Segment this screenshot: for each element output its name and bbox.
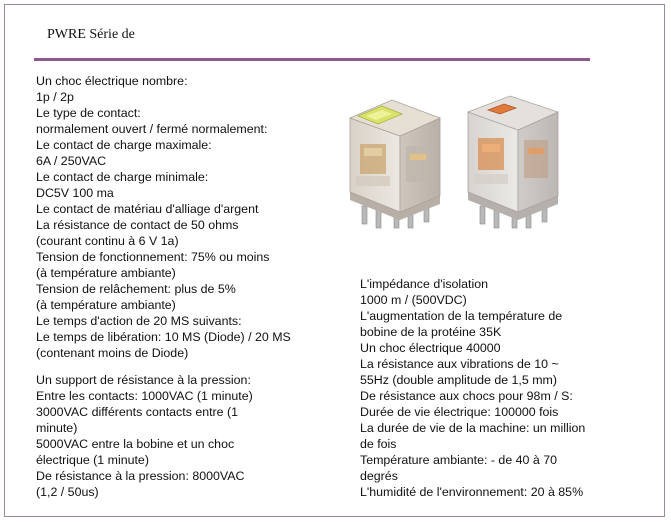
spec-line: Le contact de matériau d'alliage d'argent bbox=[36, 202, 259, 216]
spec-line: Température ambiante: - de 40 à 70 bbox=[360, 453, 557, 467]
right-spec-list bbox=[360, 276, 585, 500]
relay-orange-image bbox=[458, 88, 568, 234]
spec-line: Le temps d'action de 20 MS suivants: bbox=[36, 314, 242, 328]
spec-line: de fois bbox=[360, 437, 397, 451]
title-divider bbox=[34, 58, 590, 61]
spec-line: (courant continu à 6 V 1a) bbox=[36, 234, 179, 248]
spec-line: bobine de la protéine 35K bbox=[360, 325, 502, 339]
spec-line: (contenant moins de Diode) bbox=[36, 346, 189, 360]
spec-line: 3000VAC différents contacts entre (1 bbox=[36, 405, 239, 419]
relay-yellow-image bbox=[336, 88, 452, 234]
spec-line: normalement ouvert / fermé normalement: bbox=[36, 122, 268, 136]
spec-line: La durée de vie de la machine: un million bbox=[360, 421, 586, 435]
spec-line: Le contact de charge minimale: bbox=[36, 170, 209, 184]
spec-line: Le contact de charge maximale: bbox=[36, 138, 212, 152]
spec-line: La résistance de contact de 50 ohms bbox=[36, 218, 239, 232]
spec-line: Un choc électrique 40000 bbox=[360, 341, 501, 355]
spec-line: Le temps de libération: 10 MS (Diode) / 20 MS bbox=[36, 330, 291, 344]
spec-line: 6A / 250VAC bbox=[36, 154, 107, 168]
spec-line: (à température ambiante) bbox=[36, 266, 176, 280]
spec-line: Entre les contacts: 1000VAC (1 minute) bbox=[36, 389, 253, 403]
spec-line: De résistance à la pression: 8000VAC bbox=[36, 469, 245, 483]
spec-line: (1,2 / 50us) bbox=[36, 485, 99, 499]
spec-line: 1p / 2p bbox=[36, 90, 74, 104]
spec-line: Le type de contact: bbox=[36, 106, 141, 120]
spec-line: Durée de vie électrique: 100000 fois bbox=[360, 405, 559, 419]
spec-line: électrique (1 minute) bbox=[36, 453, 149, 467]
spec-line: L'impédance d'isolation bbox=[360, 277, 489, 291]
spec-line: 55Hz (double amplitude de 1,5 mm) bbox=[360, 373, 557, 387]
spec-line: degrés bbox=[360, 469, 398, 483]
spec-line: Un choc électrique nombre: bbox=[36, 74, 188, 88]
spec-line: La résistance aux vibrations de 10 ~ bbox=[360, 357, 559, 371]
spec-line: 1000 m / (500VDC) bbox=[360, 293, 467, 307]
spec-line: 5000VAC entre la bobine et un choc bbox=[36, 437, 235, 451]
spec-line: Un support de résistance à la pression: bbox=[36, 373, 251, 387]
left-spec-list bbox=[36, 73, 291, 361]
left-spec-list-2 bbox=[36, 372, 253, 500]
spec-line: Tension de fonctionnement: 75% ou moins bbox=[36, 250, 270, 264]
spec-line: DC5V 100 ma bbox=[36, 186, 114, 200]
spec-line: (à température ambiante) bbox=[36, 298, 176, 312]
spec-line: L'humidité de l'environnement: 20 à 85% bbox=[360, 485, 584, 499]
page-title: PWRE Série de bbox=[47, 27, 135, 42]
spec-line: L'augmentation de la température de bbox=[360, 309, 563, 323]
spec-line: Tension de relâchement: plus de 5% bbox=[36, 282, 236, 296]
spec-line: minute) bbox=[36, 421, 78, 435]
spec-line: De résistance aux chocs pour 98m / S: bbox=[360, 389, 573, 403]
